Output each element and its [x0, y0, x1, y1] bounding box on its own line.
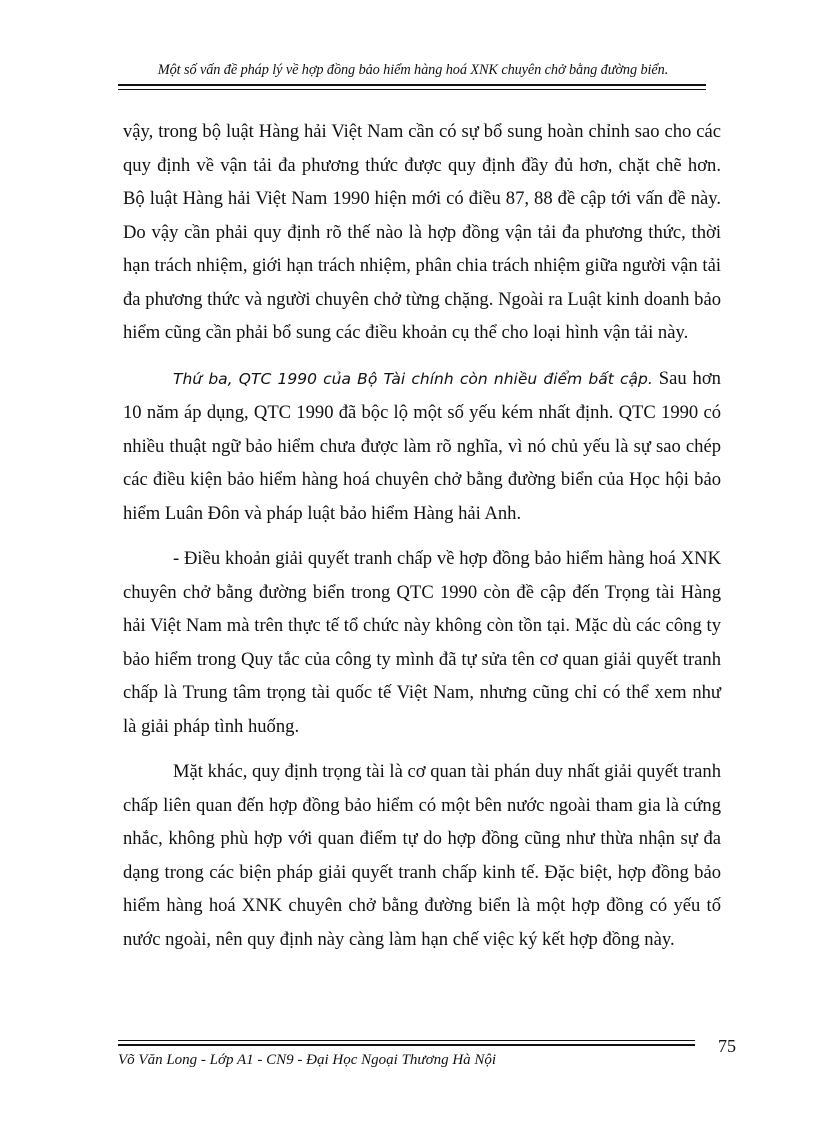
- page-body: [123, 115, 721, 968]
- header-rule-thick: [118, 84, 706, 86]
- page-number: 75: [718, 1036, 736, 1056]
- header-rule-thin: [118, 89, 706, 90]
- paragraph-2-lead: Thứ ba, QTC 1990 của Bộ Tài chính còn nhiều điểm bất cập.: [173, 369, 653, 388]
- paragraph-3: - Điều khoản giải quyết tranh chấp về hợp đồng bảo hiểm hàng hoá XNK chuyên chở bằng đường biển trong QTC 1990 còn đề cập đến Trọng tài Hàng hải Việt Nam mà trên thực tế tổ chức này không còn tồn tại. Mặc dù các công ty bảo hiểm trong Quy tắc của công ty mình đã tự sửa tên cơ quan giải quyết tranh chấp là Trung tâm trọng tài quốc tế Việt Nam, nhưng cũng chỉ có thể xem như là giải pháp tình huống.: [123, 548, 721, 737]
- running-header: Một số vấn đề pháp lý về hợp đồng bảo hiểm hàng hoá XNK chuyên chở bằng đường biển.: [157, 62, 669, 78]
- paragraph-4: Mặt khác, quy định trọng tài là cơ quan tài phán duy nhất giải quyết tranh chấp liên quan đến hợp đồng bảo hiểm có một bên nước ngoài tham gia là cứng nhắc, không phù hợp với quan điểm tự do hợp đồng cũng như thừa nhận sự đa dạng trong các biện pháp giải quyết tranh chấp kinh tế. Đặc biệt, hợp đồng bảo hiểm hàng hoá XNK chuyên chở bằng đường biển là một hợp đồng có yếu tố nước ngoài, nên quy định này càng làm hạn chế việc ký kết hợp đồng này.: [123, 761, 721, 950]
- paragraph-1: vậy, trong bộ luật Hàng hải Việt Nam cần có sự bổ sung hoàn chỉnh sao cho các quy định về vận tải đa phương thức được quy định đầy đủ hơn, chặt chẽ hơn. Bộ luật Hàng hải Việt Nam 1990 hiện mới có điều 87, 88 đề cập tới vấn đề này. Do vậy cần phải quy định rõ thế nào là hợp đồng vận tải đa phương thức, thời hạn trách nhiệm, giới hạn trách nhiệm, phân chia trách nhiệm giữa người vận tải đa phương thức và người chuyên chở từng chặng. Ngoài ra Luật kinh doanh bảo hiểm cũng cần phải bổ sung các điều khoản cụ thể cho loại hình vận tải này.: [123, 121, 721, 343]
- paragraph-2: [123, 362, 721, 531]
- footer-author: Võ Văn Long - Lớp A1 - CN9 - Đại Học Ngoại Thương Hà Nội: [118, 1052, 497, 1068]
- paragraph-2-rest: Sau hơn 10 năm áp dụng, QTC 1990 đã bộc lộ một số yếu kém nhất định. QTC 1990 có nhiều thuật ngữ bảo hiểm chưa được làm rõ nghĩa, vì nó chủ yếu là sự sao chép các điều kiện bảo hiểm hàng hoá chuyên chở bằng đường biển của Học hội bảo hiểm Luân Đôn và pháp luật bảo hiểm Hàng hải Anh.: [123, 367, 721, 524]
- footer-rule-thin: [118, 1040, 695, 1041]
- footer-rule-thick: [118, 1044, 695, 1046]
